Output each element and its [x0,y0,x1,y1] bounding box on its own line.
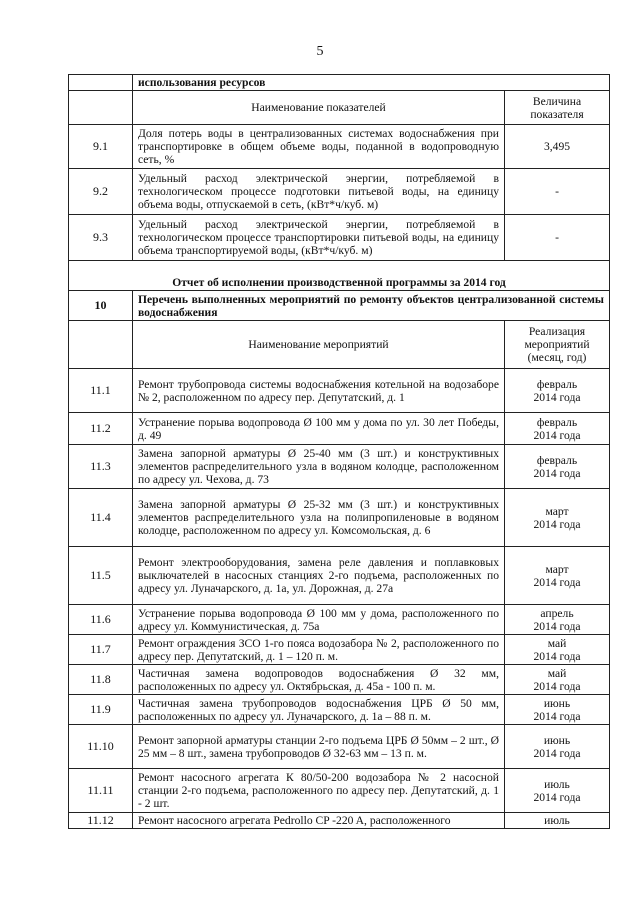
table-row [69,725,610,769]
row-description: Замена запорной арматуры Ø 25-32 мм (3 шт.) и конструктивных элементов распределительного узла на полипропиленовые в водяном колодце, расположенном по адресу ул. Комсомольская, д. 6 [133,489,505,547]
row-year: 2014 года [533,390,581,404]
table-row [69,665,610,695]
row-month: февраль [536,415,578,429]
row-month: апрель [540,606,574,620]
row-month: май [547,666,567,680]
row-year: 2014 года [533,649,581,663]
row-number: 11.1 [69,369,133,413]
row-year: 2014 года [533,466,581,480]
section-title-row [69,75,610,91]
row-description: Ремонт насосного агрегата К 80/50-200 водозабора № 2 насосной станции 2-го подъема, расположенного по адресу пер. Депутатский, д. 1 - 2 шт. [133,769,505,813]
row-description: Ремонт электрооборудования, замена реле давления и поплавковых выключателей в насосных станциях 2-го подъема, расположенных по адресу ул. Луначарского, д. 1а, ул. Дорожная, д. 27а [133,547,505,605]
table-header-row [69,321,610,369]
row-description: Замена запорной арматуры Ø 25-40 мм (3 шт.) и конструктивных элементов распределительного узла в водяном колодце, расположенном по адресу ул. Чехова, д. 73 [133,445,505,489]
table-row [69,169,610,215]
row-number: 11.11 [69,769,133,813]
row-description: Устранение порыва водопровода Ø 100 мм у дома, расположенного по адресу ул. Коммунистическая, д. 75а [133,605,505,635]
report-table [68,74,610,829]
empty-num-cell [69,91,133,125]
row-date [505,369,610,413]
row-number: 11.7 [69,635,133,665]
table-row [69,813,610,829]
row-description: Доля потерь воды в централизованных системах водоснабжения при транспортировке в общем объеме воды, поданной в водопроводную сеть, % [133,125,505,169]
row-date [505,725,610,769]
row-date [505,665,610,695]
row-month: июнь [543,696,571,710]
section-number: 10 [69,291,133,321]
row-month: май [547,636,567,650]
row-month: июнь [543,733,571,747]
row-date [505,605,610,635]
row-month: февраль [536,377,578,391]
row-year: 2014 года [533,709,581,723]
table-row [69,125,610,169]
row-number: 11.12 [69,813,133,829]
row-number: 11.9 [69,695,133,725]
row-description: Частичная замена водопроводов водоснабжения Ø 32 мм, расположенных по адресу ул. Октябрьская, д. 45а - 100 п. м. [133,665,505,695]
row-number: 11.3 [69,445,133,489]
empty-num-cell [69,321,133,369]
row-number: 9.1 [69,125,133,169]
column-header-name: Наименование показателей [133,91,505,125]
column-header-value: Реализация мероприятий (месяц, год) [505,321,610,369]
table-row [69,215,610,261]
row-date [505,695,610,725]
row-value: - [505,169,610,215]
row-number: 11.5 [69,547,133,605]
row-number: 9.3 [69,215,133,261]
table-row [69,445,610,489]
table-row [69,605,610,635]
row-date [505,813,610,829]
row-date [505,413,610,445]
row-value: 3,495 [505,125,610,169]
row-month: март [545,562,569,576]
row-number: 11.4 [69,489,133,547]
row-description: Ремонт запорной арматуры станции 2-го подъема ЦРБ Ø 50мм – 2 шт., Ø 25 мм – 8 шт., замена трубопроводов Ø 32-63 мм – 13 п. м. [133,725,505,769]
row-year: 2014 года [533,575,581,589]
row-date [505,635,610,665]
row-value: - [505,215,610,261]
row-description: Удельный расход электрической энергии, потребляемой в технологическом процессе подготовки питьевой воды, на единицу объема воды, отпускаемой в сеть, (кВт*ч/куб. м) [133,169,505,215]
row-description: Устранение порыва водопровода Ø 100 мм у дома по ул. 30 лет Победы, д. 49 [133,413,505,445]
table-row [69,489,610,547]
table-row [69,369,610,413]
row-month: июль [544,814,570,827]
row-date [505,445,610,489]
row-year: 2014 года [533,746,581,760]
row-year: 2014 года [533,428,581,442]
report-title: Отчет об исполнении производственной программы за 2014 год [69,261,610,291]
section-heading-row [69,291,610,321]
table-header-row [69,91,610,125]
column-header-name: Наименование мероприятий [133,321,505,369]
empty-num-cell [69,75,133,91]
row-description: Частичная замена трубопроводов водоснабжения ЦРБ Ø 50 мм, расположенных по адресу ул. Луначарского, д. 1а – 88 п. м. [133,695,505,725]
row-number: 11.8 [69,665,133,695]
row-year: 2014 года [533,517,581,531]
section-heading: Перечень выполненных мероприятий по ремонту объектов централизованной системы водоснабжения [133,291,610,321]
report-title-row [69,261,610,291]
table-row [69,635,610,665]
row-number: 11.2 [69,413,133,445]
row-year: 2014 года [533,679,581,693]
row-date [505,769,610,813]
row-number: 11.6 [69,605,133,635]
row-description: Ремонт трубопровода системы водоснабжения котельной на водозаборе № 2, расположенном по адресу пер. Депутатский, д. 1 [133,369,505,413]
row-month: июль [544,777,570,791]
section-title-tail: использования ресурсов [133,75,610,91]
row-number: 9.2 [69,169,133,215]
table-row [69,547,610,605]
row-month: март [545,504,569,518]
row-year: 2014 года [533,790,581,804]
page-number: 5 [316,44,324,59]
row-description: Ремонт ограждения ЗСО 1-го пояса водозабора № 2, расположенного по адресу пер. Депутатский, д. 1 – 120 п. м. [133,635,505,665]
row-number: 11.10 [69,725,133,769]
row-month: февраль [536,453,578,467]
row-description: Ремонт насосного агрегата Pedrollo CP -220 A, расположенного [133,813,505,829]
table-row [69,695,610,725]
row-year: 2014 года [533,619,581,633]
row-date [505,547,610,605]
row-description: Удельный расход электрической энергии, потребляемой в технологическом процессе транспортировки питьевой воды, на единицу объема транспортируемой воды, (кВт*ч/куб. м) [133,215,505,261]
table-row [69,413,610,445]
column-header-value: Величина показателя [505,91,610,125]
table-row [69,769,610,813]
row-date [505,489,610,547]
